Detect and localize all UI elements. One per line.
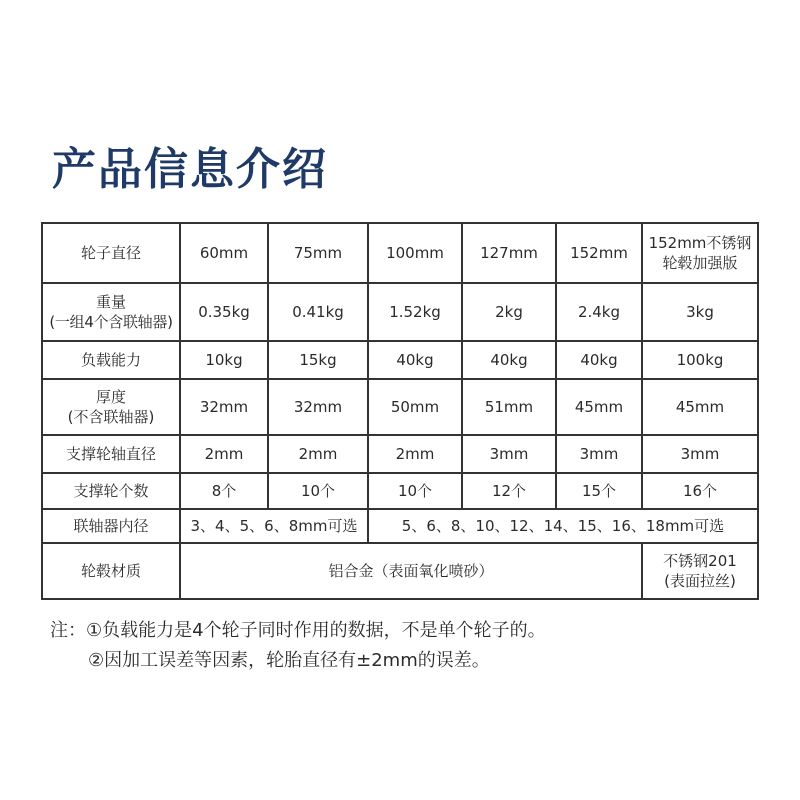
table-row	[42, 283, 758, 341]
table-cell: 75mm	[268, 223, 368, 283]
table-cell-span: 5、6、8、10、12、14、15、16、18mm可选	[368, 509, 758, 543]
table-cell: 10个	[268, 473, 368, 509]
table-cell: 8个	[180, 473, 268, 509]
table-cell	[642, 543, 758, 599]
table-cell: 0.41kg	[268, 283, 368, 341]
row-label: 支撑轮轴直径	[42, 435, 180, 473]
cell-line: 轮毂加强版	[662, 254, 738, 272]
table-cell: 2mm	[268, 435, 368, 473]
table-cell-span: 3、4、5、6、8mm可选	[180, 509, 368, 543]
spec-table	[41, 222, 759, 600]
table-cell: 3mm	[556, 435, 642, 473]
table-row	[42, 509, 758, 543]
table-row	[42, 543, 758, 599]
table-cell: 32mm	[268, 379, 368, 435]
table-cell: 2kg	[462, 283, 556, 341]
table-cell: 2mm	[368, 435, 462, 473]
table-cell: 40kg	[556, 341, 642, 379]
table-cell: 3mm	[642, 435, 758, 473]
table-cell: 2mm	[180, 435, 268, 473]
table-cell: 40kg	[462, 341, 556, 379]
table-cell: 152mm	[556, 223, 642, 283]
table-cell: 127mm	[462, 223, 556, 283]
row-label: 联轴器内径	[42, 509, 180, 543]
table-cell: 10个	[368, 473, 462, 509]
table-cell: 51mm	[462, 379, 556, 435]
table-cell: 15kg	[268, 341, 368, 379]
table-cell: 45mm	[642, 379, 758, 435]
table-cell: 32mm	[180, 379, 268, 435]
table-cell: 2.4kg	[556, 283, 642, 341]
row-label: 支撑轮个数	[42, 473, 180, 509]
table-row	[42, 223, 758, 283]
row-label: 轮毂材质	[42, 543, 180, 599]
note-line: ②因加工误差等因素，轮胎直径有±2mm的误差。	[88, 650, 490, 671]
table-cell: 10kg	[180, 341, 268, 379]
notes	[50, 616, 546, 676]
note-line: 注：①负载能力是4个轮子同时作用的数据，不是单个轮子的。	[50, 620, 546, 641]
row-label-line: 厚度	[95, 388, 126, 406]
table-cell: 100kg	[642, 341, 758, 379]
table-cell: 0.35kg	[180, 283, 268, 341]
table-cell-span: 铝合金（表面氧化喷砂）	[180, 543, 642, 599]
row-label: 负载能力	[42, 341, 180, 379]
table-cell: 50mm	[368, 379, 462, 435]
table-row	[42, 379, 758, 435]
row-label	[42, 283, 180, 341]
cell-line: (表面拉丝)	[664, 572, 736, 590]
table-cell: 16个	[642, 473, 758, 509]
page-title: 产品信息介绍	[52, 144, 328, 195]
table-cell: 100mm	[368, 223, 462, 283]
table-cell: 1.52kg	[368, 283, 462, 341]
row-label-line: (一组4个含联轴器)	[49, 313, 173, 331]
table-cell: 3mm	[462, 435, 556, 473]
table-row	[42, 473, 758, 509]
table-cell: 15个	[556, 473, 642, 509]
row-label-line: (不含联轴器)	[67, 408, 155, 426]
table-cell	[642, 223, 758, 283]
table-cell: 3kg	[642, 283, 758, 341]
table-row	[42, 341, 758, 379]
table-cell: 45mm	[556, 379, 642, 435]
cell-line: 不锈钢201	[663, 552, 737, 570]
cell-line: 152mm不锈钢	[648, 234, 752, 252]
row-label: 轮子直径	[42, 223, 180, 283]
table-row	[42, 435, 758, 473]
table-cell: 12个	[462, 473, 556, 509]
row-label-line: 重量	[95, 293, 126, 311]
table-cell: 40kg	[368, 341, 462, 379]
table-cell: 60mm	[180, 223, 268, 283]
row-label	[42, 379, 180, 435]
